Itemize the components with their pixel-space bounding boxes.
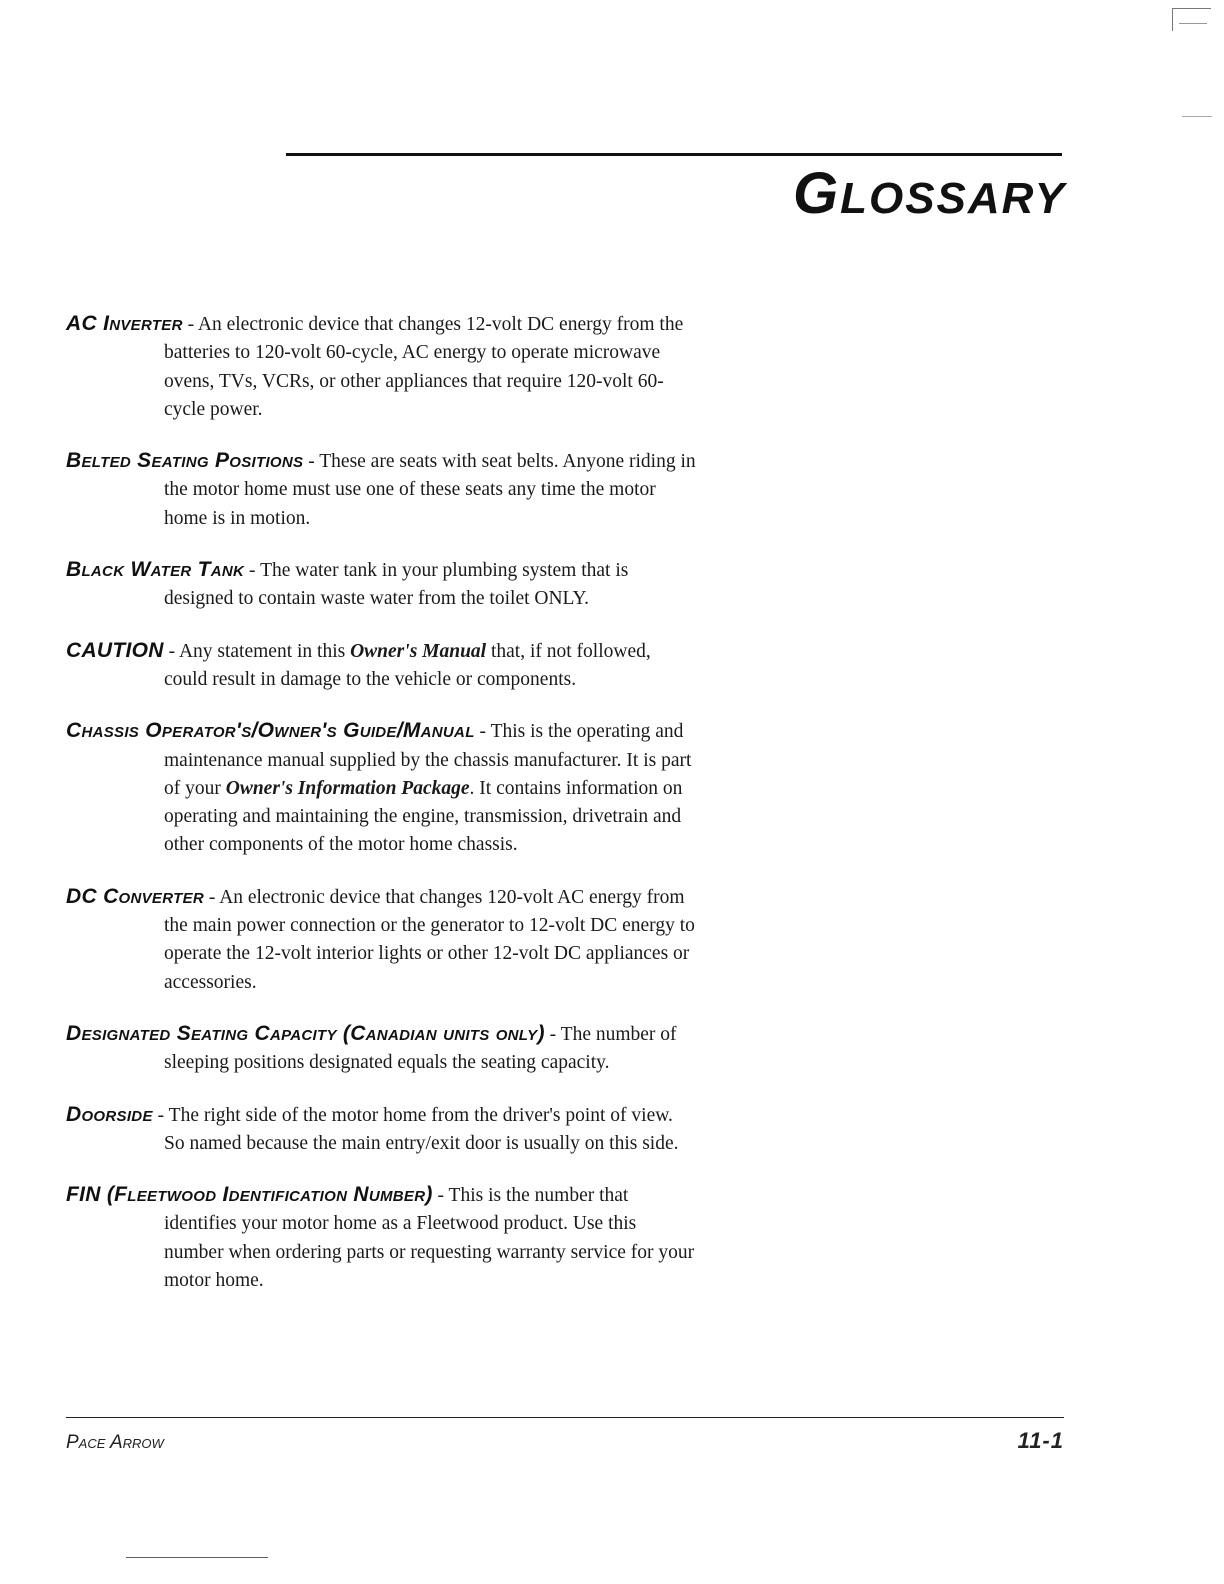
glossary-entry bbox=[66, 1101, 696, 1159]
glossary-term: AC Inverter bbox=[66, 312, 183, 335]
page-title bbox=[793, 160, 1066, 227]
header-rule bbox=[286, 153, 1062, 156]
glossary-list bbox=[66, 310, 696, 1318]
glossary-term: DC Converter bbox=[66, 884, 205, 908]
glossary-separator: - bbox=[163, 640, 179, 662]
scan-artifact-line bbox=[1182, 116, 1212, 117]
glossary-entry bbox=[66, 1181, 696, 1295]
glossary-entry-text bbox=[66, 447, 696, 533]
glossary-definition: The number of sleeping positions designated equals the seating capacity. bbox=[164, 1023, 677, 1074]
glossary-separator: - bbox=[303, 451, 320, 473]
glossary-entry bbox=[66, 883, 696, 997]
glossary-separator: - bbox=[182, 314, 198, 335]
glossary-entry-text bbox=[66, 883, 696, 997]
glossary-definition: This is the operating and maintenance manual supplied by the chassis manufacturer. It is part of your bbox=[164, 721, 692, 799]
glossary-separator: - bbox=[544, 1023, 561, 1045]
glossary-entry-text bbox=[66, 310, 696, 424]
glossary-term: Black Water Tank bbox=[66, 558, 245, 582]
glossary-term: CAUTION bbox=[66, 638, 164, 662]
glossary-entry bbox=[66, 447, 696, 533]
glossary-term: Doorside bbox=[66, 1102, 153, 1126]
glossary-entry-text bbox=[66, 1101, 696, 1159]
glossary-definition: that, if not followed, could result in damage to the vehicle or components. bbox=[164, 640, 651, 690]
glossary-separator: - bbox=[204, 886, 220, 908]
glossary-entry-text bbox=[66, 1020, 696, 1078]
glossary-entry-text bbox=[66, 556, 696, 614]
glossary-entry bbox=[66, 717, 696, 859]
glossary-definition: . It contains information on operating and maintaining the engine, transmission, drivetrain and other components of the motor home chassis. bbox=[164, 777, 683, 856]
glossary-separator: - bbox=[432, 1185, 449, 1207]
glossary-entry-text bbox=[66, 637, 696, 695]
glossary-entry bbox=[66, 1020, 696, 1078]
glossary-entry-text bbox=[66, 1181, 696, 1295]
glossary-entry bbox=[66, 310, 696, 424]
glossary-reference-title: Owner's Information Package bbox=[225, 777, 470, 799]
glossary-term: Belted Seating Positions bbox=[66, 449, 304, 473]
glossary-definition: The right side of the motor home from the driver's point of view. So named because the main entry/exit door is usually on this side. bbox=[164, 1104, 679, 1154]
glossary-term: Designated Seating Capacity (Canadian units only) bbox=[66, 1021, 545, 1045]
footer-page-number: 11-1 bbox=[1017, 1428, 1064, 1453]
glossary-definition: Any statement in this bbox=[178, 640, 351, 662]
glossary-separator: - bbox=[244, 560, 261, 582]
page-title-initial: G bbox=[792, 161, 841, 226]
glossary-term: FIN (Fleetwood Identification Number) bbox=[66, 1183, 433, 1207]
glossary-separator: - bbox=[152, 1104, 169, 1126]
glossary-entry bbox=[66, 556, 696, 614]
footer-product-name: Pace Arrow bbox=[66, 1432, 164, 1453]
page-title-rest: LOSSARY bbox=[840, 174, 1066, 223]
glossary-entry-text bbox=[66, 717, 696, 859]
glossary-entry bbox=[66, 637, 696, 695]
glossary-reference-title: Owner's Manual bbox=[350, 640, 487, 662]
glossary-definition: These are seats with seat belts. Anyone riding in the motor home must use one of these seats any time the motor home is in motion. bbox=[164, 451, 696, 529]
glossary-separator: - bbox=[474, 721, 491, 743]
scan-blue-line bbox=[126, 1557, 268, 1558]
glossary-term: Chassis Operator's/Owner's Guide/Manual bbox=[66, 719, 475, 743]
footer-rule bbox=[66, 1417, 1064, 1418]
glossary-definition: The water tank in your plumbing system that is designed to contain waste water from the toilet ONLY. bbox=[164, 560, 629, 610]
glossary-definition: This is the number that identifies your motor home as a Fleetwood product. Use this number when ordering parts or requesting warranty service for your motor home. bbox=[164, 1185, 695, 1292]
scan-corner-mark bbox=[1172, 8, 1211, 31]
glossary-definition: An electronic device that changes 120-volt AC energy from the main power connection or the generator to 12-volt DC energy to operate the 12-volt interior lights or other 12-volt DC appliances or accessories. bbox=[164, 886, 695, 993]
glossary-definition: An electronic device that changes 12-volt DC energy from the batteries to 120-volt 60-cycle, AC energy to operate microwave ovens, TVs, VCRs, or other appliances that require 120-volt 60-cycle power. bbox=[164, 314, 684, 420]
